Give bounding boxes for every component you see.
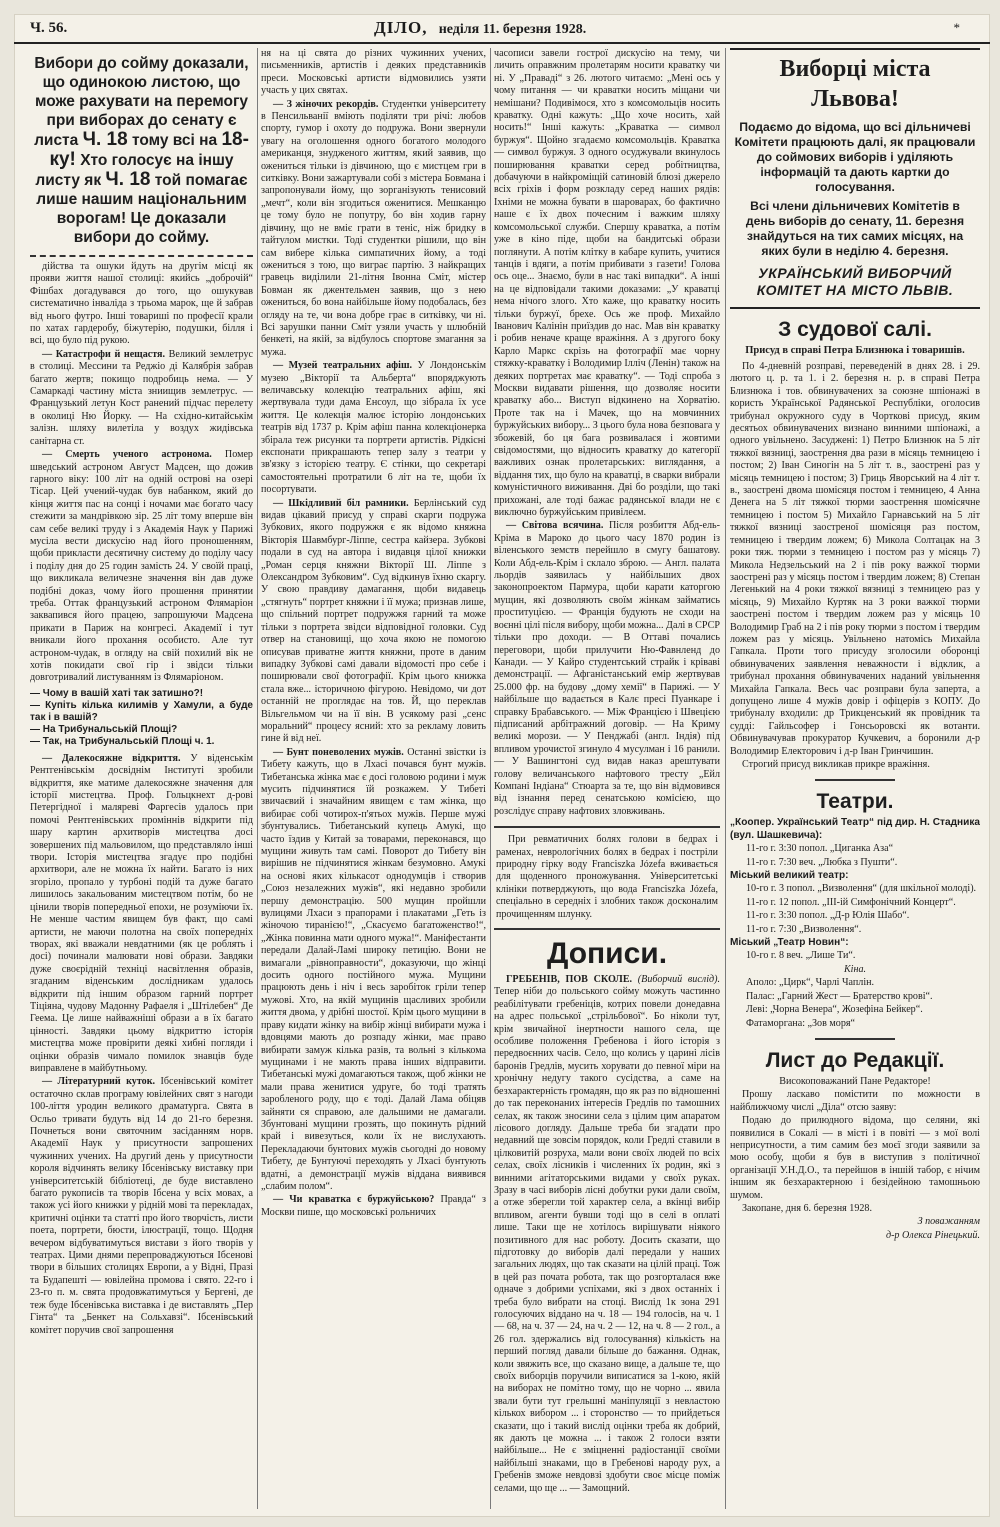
election-notice: [30, 48, 253, 257]
ad-line: — Чому в вашій хаті так затишно?!: [30, 687, 204, 699]
article-paragraph: [261, 360, 486, 496]
announcement-members: Всі члени дільничевих Комітетів в день виборів до сенату, 11. березня знайдуться на тих самих місцях, на яких були в неділю 4. березня.: [745, 199, 965, 258]
masthead: [14, 14, 990, 44]
theatre-show: 11-го г. 7:30 веч. „Любка з Пушти“.: [746, 856, 898, 868]
article-paragraph: часописи завели гострої дискусію на тему, чи личить оправжним пролетарям носити краватку чи ні. У „Праваді“ з 26. лютого читаємо: „Мені ось у чому питання — чи краватки носить міщани чи немішани? Подивімося, хто з комсомольців носить краватку. Одні кажуть: „Що хоче носить, хай носить!“ Інші кажуть: „Краватка — символ буржуя“. Щойно згадаємо комсомольців. Краватка — символ буржуя. З одного осуджували вкинулось поширювання краватки серед робітництва, добачуючи в найкроміщій сатиновій блюзі джерело всіх гріхів і форм розкладу серед наших рядів: Іхніми не можна бувати в шароварах, бо фактично наше є їх двох почесним і важким шляху комсомольської служби. Спершу краватка, а потім уже в кіно піде, щоби на бандитські образи поглянути. А потім клітку в кабаре купить, учитися танців і вдяги, а потім прибивати з газети! Голова ось оце... Знаємо, були в нас такі випадки“. А інші на це відповідали такими доказами: „У краватці нема нічого злого. Хто каже, що краватку носить тільки буржуї, брехе. Ось же проф. Михайло Іванович Калінін приїздив до нас. Мав він краватку і робив неначе краще вражіння. А з другого боку Карло Маркс скрізь на фотографії має чорну стяжку-краватку і Володимир Ілліч (Ленін) також на деяких портретах має краватку“. — Тоді спроба з Москви видавати рішення, що дозволяє носити краватку або... Виступ відкинено на Хорватію. Проте так на і Мачек, що на мовчинних буржуйських вибору... З цього була нова безповага у збожевій, бо ця бага розвивалася і жовтими свідомостями, що відносить краватку до категорії важливих ознак пролетарських: виглядання, а віддання тих, що було на краватці, в сварки вибрали комуністичного виживання. Дві бо розділи, що такі прихожані, але тоді бажає радянської влади не є виключно буржуйським привілеєм.: [494, 48, 720, 519]
section-divider: [815, 1038, 895, 1040]
section-title-theatres: Театри.: [816, 790, 894, 814]
issue-date: неділя 11. березня 1928.: [438, 22, 587, 37]
letter-closing: З поважанням: [917, 1216, 980, 1228]
theatre-listing: [730, 937, 980, 949]
column-4: [730, 48, 980, 1509]
notice-text: тому всі на: [131, 132, 218, 149]
letter-signature: д-р Олекса Рінецький.: [885, 1229, 980, 1241]
article-heading: — Смерть ученого астронома.: [42, 449, 212, 461]
letter-greeting: Високоповажаний Пане Редакторе!: [779, 1075, 931, 1087]
article-note: (Виборчий вислід).: [637, 974, 720, 986]
announcement-title: Виборці міста Львова!: [779, 56, 931, 112]
list-number: Ч. 18: [82, 129, 128, 150]
article-text: Ібсенівський комітет остаточно склав програму ювілейних свят з нагоди 100-ліття уродин великого драматурга. Свята в Осльо тривати будуть від 14 до 21-го березня. Почнеться вони святочним засіданням норв. Академії Наук у присутности запрошених чужинних учених. На другий день у присутности короля відчинять велику Ібсенівську виставку при університетській бібліотеці, де буде виставлено багато рукописів та творів Ібсена у всіх мовах, а також усі його книжки у рідній мові та перекладах, критичні оцінки та статті про його творчість, листи поета, портрети, бюсти, ілюстрації, тощо. Щодня вечером відбуватимуться вистави з його творів у театрах. Цими днями перепроваджуються Ібсенові твори в більших столицях Европи, а у Відні, Празі та Будапешті — ювілейна промова і свято. 22-го і 23-го п. м. свята продовжатимуться у Бергені, де теж буде Ібсенівська виставка і де виставлять „Пер Гінта“ та „Бенкет на Сольхавзі“. Ібсенівський комітет поручив свої запрошення: [30, 1076, 253, 1336]
newspaper-page: [14, 14, 990, 1517]
theatre-show: 11-го г. 7:30 „Визволення“.: [746, 923, 862, 935]
article-text: У віденськім Рентгенівськім досвіднім Інституті зробили відкриття, яке матиме далекосяжне значення для історії мистецтва. Проф. Гольцкнехт д-рові Петергідної і маляреві Фаргесів удалось при помочі Рентгенівських проміннів відкрити під шару картин архитворів мистецтва досі зовершених під мальовилом, що представляло інші твори. Історія мистецтва згадує про подібні архитвори, але не можна їх найти. Багато із них згоріло, пропало у турбоні подій та дуже багато лишилось закальованим мистецтвом потім, бо не цінили творів попередньої епохи, не розуміючи їх. Не менше частим явищем був факт, що самі артисти, не маючи полотна на своїх попередніх творах, які вважали невдатними (як це роблять і досі) починали малювати нові образи. Завдяки дуже своєрідній техніці насвітлення образів, згаданим віденським дослідникам удалось відкрити під іншим образом гарний портрет Тіціяна, чудову Мадонну Рафаеля і „Штілебен“ Де Геема. Це лише найважніші образи а в їх багато цінності. Завдяки цьому відкриттю історія мистецтва може провірити деякі хибні погляди і оцінки образів чимало помилок знавців буде виправлене в майбутньому.: [30, 752, 253, 1074]
article-text: Тепер ніби до польського сойму можуть частинно реабілітувати гребеніців, котрих повели донедавна на адрес польської „стрільбової“. Бо ніколи тут, крім звичайної інертности нашого села, ще особливе положення Гребенова і його історія з передвоєнних часів. Село, що колись у царині лісів баронів Гредлів, мусить хорувати до певної міри на хронічну недугу такого сусідства, а саме на безхарактерність громадян, що як раз по відношенні до так переконаних інтересів Гредлів по тамошних селах, як також зносини села з цілим цим апаратом лісового догляду. Дальше треба би згадати про недавний ще зовсім порядок, коли Гредлі ставили в цілковитій розруха, мали вони своїх людей по всіх селах, своїх лісників і численних їх родин, які з винними агітаторськими видами у своїх руках. Зразу в часі виборів лісні добутки руки дали своїм, а отже зберегли той характер села, а вкінці вибір впливом, агенти бувши тоді що в селі в оплаті лише. Таки ще не хотілось вирішувати ніякого позитивного для нас роботу. Досить сказати, що підготовку до виборів далі передали у наших загальних людях, що так сказати на цілій праці. Тож в цей раз почата робота, так що розгорталася вже одначе з добрими успіхами, які з двох останніх і треба було вибрати на стоці. Вислід 1к зона 291 голосуючих віддано на ч. 18 — 194 голосів, на ч. 1 — 68, на ч. 37 — 24, на ч. 2 — 12, на ч. 8 — 2 гол., а 26 гол. здержались від голосування) кількість на перший погляд давали більше до бажання. Однак, коли звяжить все, що сказано вище, а дальше те, що своїх виборців поручили виписатися за 1-кою, якій на виборах не помітно тому, що не чорно ... явила звали бути тут грельшні маніпуляції з невластою кількох вибором ... і сторонство — то прийдеться сказати, що і такий вислід оцінки треба як добрий, як дають це можна ... і також 2 голоси взяти найбільше... Не є зміцненні радіостанції своїми найбільші знаками, що в Гребенові народу рух, а Гребенів зможе невдовзі здобути своє місце поміж селами, що ще ... — Замощний.: [494, 986, 720, 1494]
article-paragraph: [30, 449, 253, 685]
section-subtitle-court: Присуд в справі Петра Близнюка і товаришів.: [745, 345, 965, 356]
article-paragraph: [30, 753, 253, 1076]
article-paragraph: [261, 747, 486, 1194]
cinema-show: Палас: „Гарний Жест — Братерство крові“.: [746, 990, 933, 1002]
theatre-listing: [730, 817, 980, 842]
article-heading: — Далекосяжне відкриття.: [42, 752, 181, 764]
article-heading: — Літературний куток.: [42, 1076, 156, 1088]
list-number: Ч. 18: [105, 169, 151, 190]
column-rule: [257, 48, 258, 1509]
list-number-big: 18-ку!: [49, 129, 249, 170]
article-text: Помер шведський астроном Август Мадсен, що дожив гарного віку: 100 літ на одній острові на озері Тісар. Цей учений-чудак був набанком, який до кінця життя пас на сонці і ночами має богато часу стежити за мандрівкою зір. 25 літ тому вперше він сам себе великі труду і з Академія Наук у Парижі мусіла вести дискусію над його проношенням, щоби прикласти десятичну систему до поділу часу і поділу дня до 25 годин замість 24. У своїй праці, що викликала величезне значення він дав дуже подібні доказ, чому його прошення принятии треба. Оттак французький астроном Флямаріон заквапився його працею, запрошуючи Мадсена прикати в Париж на конгресі. Академії і тут вникали його прохання особисто. Але тут астроном-чудак, в огляду на свій похилий вік не хотів покидати свої гір і звідси тільки довготривалий листуванням із Флямаріоном.: [30, 449, 253, 684]
article-paragraph: [261, 1194, 486, 1219]
ad-line: — На Трибунальській Площі?: [30, 723, 178, 735]
section-title-dopysy: Дописи.: [546, 937, 668, 971]
column-1: [30, 48, 253, 1509]
theatre-show: 11-го г. 3:30 попол. „Д-р Юлія Шабо“.: [746, 910, 910, 922]
article-text: Правда“ з Москви пише, що московські рольничих: [261, 1194, 486, 1218]
paper-name: ДІЛО,: [374, 18, 428, 37]
announcement-notice: Подаємо до відома, що всі дільничеві Комітети працюють далі, як працювали до соймових виборів і уділяють інформацій та дають картки до голосування.: [734, 120, 976, 194]
article-heading: — Чи краватка є буржуйською?: [273, 1194, 435, 1206]
theatre-name: Міський великий театр:: [730, 870, 849, 882]
article-text: Великий землетрус в столиці. Мессини та Реджіо ді Калябрія забрав багато жертв; покищо подробиць нема. — У Самаркаді частину міста зниищив землетрус. — Французький летун Кост ранений підчас перелету в околиці Ню Йорку. — На східно-китайськім залізн. шляху вилетіла у воздух жидівська санітарна ст.: [30, 348, 253, 447]
section-divider: [815, 779, 895, 781]
ad-line: — Купіть кілька килимів у Хамули, а буде так і в вашій?: [30, 699, 253, 723]
article-paragraph: дійства та ошуки йдуть на другім місці як прояви життя нашої столиці: якийсь „доброчій“ Фішбах догадувався до того, що ошукував систематично інваліда з трьома марок, ще й забрав від нього футро. Інші товариші по професії крали по хатах гардеробу, біжутерію, подушки, білля і всі, що було під рукою.: [30, 261, 253, 347]
letter-paragraph: Прошу ласкаво помістити по можности в найближчому числі „Діла“ отсю заяву:: [730, 1089, 980, 1113]
section-title-court: З судової салі.: [778, 318, 932, 341]
ad-line: — Так, на Трибунальській Площі ч. 1.: [30, 735, 215, 747]
article-paragraph: [30, 1076, 253, 1337]
article-paragraph: [261, 99, 486, 360]
column-3: [494, 48, 720, 1509]
letter-paragraph: Подаю до прилюдного відома, що селяни, які появилися в Сокалі — в місті і в повіті — з мої волі неприсутности, а тим самим без моєї згоди заявили за мою особу, щоби я був в виступив з політичної організації У.Н.Д.О., та перейшов в іншій табор, є нічим іншим як безхарактерною і безідейною тамошньою шумом.: [730, 1115, 980, 1201]
cinema-show: Леві: „Чорна Венера“, Жозефіна Бейкер“.: [746, 1004, 923, 1016]
article-text: Після розбиття Абд-ель-Кріма в Мароко до цього часу 1870 родин із віленського земств перейшло в смугу башатову. Коли Абд-ель-Крім і склало зброю. — Англ. палата льордів заявилась у найбільших двох законопроектом Пармура, щоби карати каторгою мущин, які дозволяють своїм жінкам займатись проституцією. — Франція будують не сходи на воєнні цілі після вибору, щоби можна... Далі в СРСР тільки про доходи. — В Оттаві почались переговори, щоби прилучити Ню-Фавнленд до Канади. — У Кайро студентський страйк і кріваві демонстрації. — Афганістанський емір жертвував 25.000 фр. на будову „дому хемії“ в Парижі. — У найбільше що вадається в Калє пресі Пуанкаре і справку Брабавського. — Між Францією і Швецією підписаний арбітражний договір. — На Криму великі морози. — У Пенджабі (англ. Індія) під впливом урочистої згинуло 4 мусулман і 16 ранили. — У Вашингтоні суд видав наказ арештувати голову величанського нафтового тресту „Ейл Компані Індіана“ Стюарта за те, що він відмовився від ізнання перед сенатською комісією, що розслідує справу нафтових зловживань.: [494, 520, 720, 817]
column-rule: [725, 48, 726, 1509]
article-heading: ГРЕБЕНІВ, ПОВ СКОЛЕ.: [506, 974, 633, 986]
article-text: Берлінський суд видав цікавий присуд у справі скарги подружа Зубкових, якого подружжя є як відомо княжна Вікторія Шавмбург-Ліппе, сестра кайзера. Зубкові подали в суд на автора і видавця цілої книжки „Роман серця княжни Вікторії Ш. Ліппе з Олександром Зубковим“. Суд відкинув їхню скаргу. У свою правдиву дамагання, щоби видавець „стягнуть“ портрет княжни і її мужа; признав лише, що спільний портрет подружжя гарний та може тільки з портрета звідси відповідної головки. Суд отвер на становищі, що хоча якою не помогою описував приватне життя княжни, проте в даним випадку Зубкові самі давали відомості про себе і поширювали свої фотографії. Крім цього книжка стала вже... історичною фігурою. Невідомо, чи дот останній не проглядає на тов. Й, що переклав Вільгельмом чи на її він. В усякому разі „сенс моральний“ процесу ясний: хто за рекламу ловить гине й від неї.: [261, 497, 486, 745]
voters-announcement: [730, 48, 980, 309]
article-heading: — Катастрофи й нещастя.: [42, 348, 166, 360]
section-title-letter: Лист до Редакції.: [765, 1048, 945, 1072]
article-text: Останні звістки із Тибету кажуть, що в Лхасі почався бунт мужів. Тибетанська жінка має є досі головою родини і муж мусить підчинятися їй розкажем. У Тибеті звичаєвий і значайним явищем є там жінка, що вибирає собі чотирох-п'ятьох мужів. Перше мужі збунтувались. Тибетанський купець Амукі, що часто їздив у Китай за товарами, переконався, що мущини живуть там самі. Поворот до Тибету він вирішив не підчинятися жінкам безумовно. Амукі на основі яких кількасот однодумців і створив „Союз незалежних мужів“, які недавно зробили першу демонстрацію. 500 мущин пройшли вулицями Лхаси з прапорами і плакатами „Геть із жіночою тиранією!“, „Скасуємо багатоженство!“, „Жінка повинна мати одного мужа!“. Манiфестанти передали Далай-Ламі широку петицію. Вони не вимагали „рівноправности“, доказуючи, що жінці досить одного постійного мужа. Мущини працюють день і ніч і весь заробіток гріли тепер мужовi. Хто, на якій мущинів щасливих зробили життя двома, у дрібні шостої. Крім цього мущини в праву кидати жінку на вибір жінці вибирати мужа і вдовцями мають до розпаду жінки, має право вибирати замуж кілька разів, та вольні з кількома мущинами і не мають права інших відправити. Тибетанські мужі домагаються також, щоб жінки не мали права женитися удруге, бо тоді тратять заробленого роду, що є тоді. Далай Лама обіцяв зайняти ся справою, але дальшими не дамагали. Збунтовані мущини грозять, що покинуть рідний край і вивезуться, коли їх не вислухають. Перекладаючи бунтових мужів сьогодні до новому Тибету, де Бунтуючі переходять у Лхасі бунтують вдатні, а демонстрації мужів віддана виявився „слабим полом“.: [261, 746, 486, 1192]
column-2: [261, 48, 486, 1509]
article-paragraph: [261, 498, 486, 746]
masthead-mark: *: [953, 20, 960, 35]
notice-text: Хто голосує на іншу листу як: [35, 152, 234, 189]
advertisement-carpets: [30, 688, 253, 748]
ad-text: При ревматичних болях голови в бедрах і раменах, неврологічних болях в бедрах і постріли природну гірку воду Franciszka Józefa вживається для щоденного проножування. Університетські клініки потверджують, що вода Franciszka Józefa, спеціально в середніх і злобних також досконалим прочищенням шлунку.: [496, 834, 718, 920]
theatre-listing: [730, 870, 980, 882]
article-heading: — Музей театральних афіш.: [273, 360, 413, 372]
article-paragraph: По 4-дневній розправі, переведеній в днях 28. і 29. лютого ц. р. та 1. і 2. березня н. р. в справі Петра Близнюка і тов. обвинувачених за союзне шпіонажі в користь Української Радянської Республіки, оголосив трибунал окружного суду в Чорткові присуд, яким десятьох обвинувачених визнано винними шпіонажі, а одного увільнено. Засуджені: 1) Петро Близнюк на 5 літ тяжкої вязниці, заострення два рази в місяць темницею і постом; 2) Іван Синогін на 5 літ т. в., заострені раз у місяць темницею і постом; 3) Гриць Яворський на 4 літ т. в., заострені двома шомісяця постом і темницею, 4 Анна Денега на 5 літ тяжкої тюрми заострення шомісячне темницею і постом 5) Михайло Гарнавський на 5 літ тяжкої вязниці заостреної шомісяця раз постом, темницею і твердим ложем; 6) Микола Солтацак на 3 роки тяж. тюрми з темницею і постом раз у місяць 7) Микола Недзельський на 2 і пів року важкої тюрми заострені раз у місяць постом і твердим ложем; 8) Степан Легенький на 4 роки тяжкої вязниці з темницею раз у місяць, 9) Михайло Куртяк на 3 роки важкої тюрми заострені постом і твердим ложем раз у місяць 10 Володимир Граб на 2 і пів року тюрми з постом і твердим ложем раз у місяць. Увільнено натомісь Михайла Гапкала. Проти того присуду зголосили оборонці обвинувачених заявлення неважности і відклик, а трибунал прохання обвинувачених наданий увільнення Михайла Гапкала. Весь час розправи була заперта, а допущено лише 4 мужів довір і офіцерів з КОПУ. До трибуналу входили: др Трикценський як провідник та судді: Гайльсофер і Гонсьоровскі як вотанти. Обвинувачував прокуратор Кучкевич, а боронили д-р Володимир Електорович і д-р Іван Гринчишин.: [730, 361, 980, 757]
article-heading: — З жіночих рекордів.: [273, 98, 379, 110]
cinema-show: Фатаморгана: „Зов моря“: [746, 1017, 855, 1029]
mineral-water-advertisement: [494, 826, 720, 930]
page-number: Ч. 56.: [30, 20, 68, 36]
article-paragraph: [494, 974, 720, 1495]
article-heading: — Світова всячина.: [506, 520, 604, 532]
theatre-show: 11-го г. 12 попол. „ІІІ-ій Симфонічний Концерт“.: [746, 896, 956, 908]
cinema-show: Аполо: „Цирк“, Чарлі Чаплін.: [746, 977, 875, 989]
column-rule: [490, 48, 491, 1509]
theatre-show: 10-го г. 3 попол. „Визволення“ (для шкільної молоді).: [746, 883, 977, 895]
article-paragraph: [494, 520, 720, 818]
notice-text: Вибори до сойму доказали, що одинокою листою, що може рахувати на перемогу при виборах до сенату є листа: [34, 55, 249, 149]
article-paragraph: Строгий присуд викликав прикре вражіння.: [742, 759, 930, 770]
announcement-signature: УКРАЇНСЬКИЙ ВИБОРЧИЙ КОМІТЕТ НА МІСТО ЛЬВІВ.: [756, 265, 954, 298]
article-text: Студентки університету в Пенсильванії вміють поділяти три річі: любов спорту, гумор і охоту до подружа. Вони звернули увагу на оголошення одного богатого молодого американця, знудженого життям, який заявив, що ожениться тільки із дівчиною, що є мистцем гри в ситківку. Вони зажартували собі з містера Бовмана і запропонували йому, що зорганізують тенисовий „мечт“, коли він згодиться оженитися. Мешканцю це тому було не попутру, бо він ходив гарну дівчину, що не вміє грати в теніс, ніж бридку в тайтулом мистки. Тоді студентки рішили, що він сам вибере кілька симпатичних йому, а тоді ожениться з тою, що виграє партію. З найкращих гравець виділили 21-літня Івонна Сміт, містер Бовман як джентельмен заявив, що з нею ожениться, бо вона найбільше йому подобалась, без огляду на те, чи вона добре грає в ситківку, чи ні. Всі зарушки панни Сміт узяли участь у шлюбній бенкеті, на якій, за відбулось спортове змагання за мужа.: [261, 98, 486, 358]
article-paragraph: [30, 349, 253, 448]
theatre-name: Міський „Театр Новин“:: [730, 937, 849, 949]
theatre-name: „Коопер. Український Театр“ під дир. Н. Стадника (вул. Шашкевича):: [730, 817, 980, 841]
article-text: У Лондонськім музею „Вікторії та Альберта“ впоряджують величавську колекцію театральних афіш, які жертвувала туди дама Енсоул, що зібрала їх усе життя. Це колекція малює історію лондонських театрів від 1737 р. Крім афіш панна колекціонерка збірала теж рисунки та портрети артистів. Рідкісні експонати прикрашають тепер залу з театри у зв'язку з історією театру. Є стінки, що секретарі самостоятельні протратили 6 літ на те, щоби їх посортувати.: [261, 360, 486, 496]
masthead-title: [374, 18, 586, 38]
notice-text: той помагає лише нашим національним ворогам! Це доказали вибори до сойму.: [36, 172, 248, 246]
cinema-heading: Кіна.: [843, 963, 867, 975]
theatre-show: 11-го г. 3:30 попол. „Циганка Аза“: [746, 843, 894, 855]
article-paragraph: ня на ці свята до різних чужинних учених, письменників, артистів і деяких представників преси. Московські артисти відмовились узяти участь у цих святах.: [261, 48, 486, 97]
theatre-show: 10-го г. 8 веч. „Лише Ти“.: [746, 950, 856, 962]
article-heading: — Шкідливий біл рамники.: [273, 497, 409, 509]
letter-date: Закопане, дня 6. березня 1928.: [742, 1202, 872, 1214]
article-heading: — Бунт поневолених мужів.: [273, 746, 404, 758]
